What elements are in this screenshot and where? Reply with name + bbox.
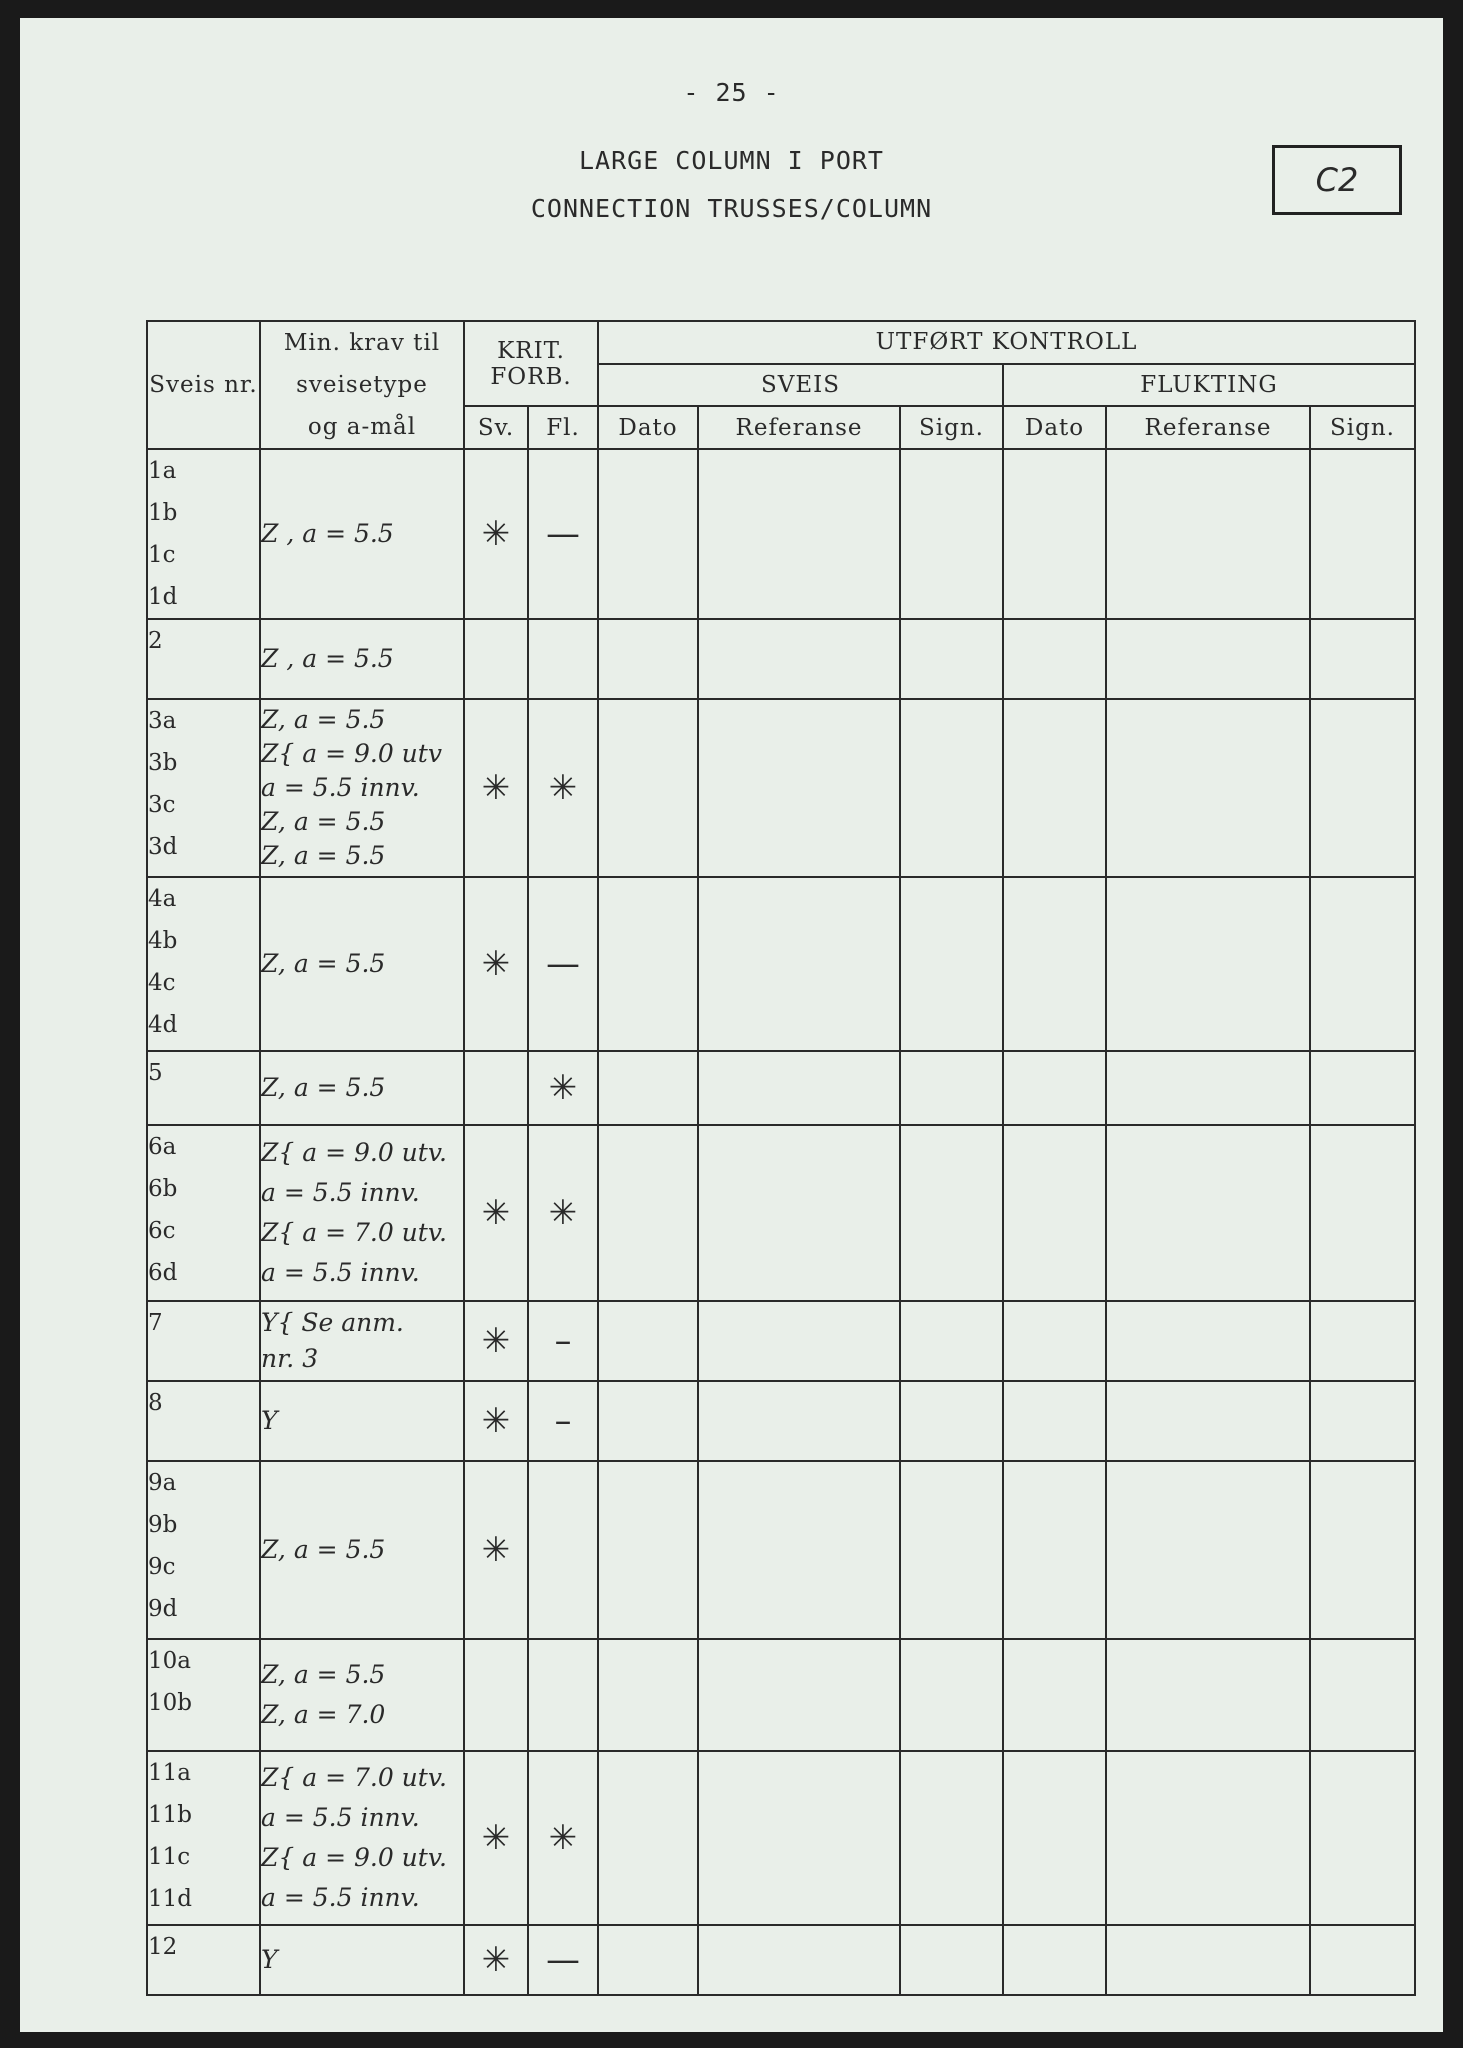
sveis-sign-cell[interactable] <box>900 1301 1003 1381</box>
sveis-referanse-cell[interactable] <box>698 699 900 877</box>
flukting-referanse-cell[interactable] <box>1106 449 1310 619</box>
sveis-sign-cell[interactable] <box>900 877 1003 1051</box>
weld-requirement: Z, a = 5.5 <box>261 841 386 870</box>
flukting-sign-cell[interactable] <box>1310 1381 1415 1461</box>
krit-sv-mark: ✳ <box>464 1751 528 1925</box>
header-sveis-nr: Sveis nr. <box>147 321 260 449</box>
weld-requirement: Y <box>261 1945 278 1974</box>
flukting-sign-cell[interactable] <box>1310 1461 1415 1639</box>
flukting-dato-cell[interactable] <box>1003 1125 1106 1301</box>
sveis-referanse-cell[interactable] <box>698 1125 900 1301</box>
weld-number: 4c <box>148 970 176 996</box>
table-row <box>147 1301 1415 1381</box>
title-line-1: LARGE COLUMN I PORT <box>579 146 884 175</box>
sveis-dato-cell[interactable] <box>598 1925 698 1995</box>
weld-number-cell <box>147 699 260 877</box>
weld-number: 10a <box>148 1648 191 1674</box>
weld-requirement: a = 5.5 innv. <box>261 1258 420 1287</box>
flukting-sign-cell[interactable] <box>1310 1125 1415 1301</box>
flukting-sign-cell[interactable] <box>1310 1051 1415 1125</box>
flukting-sign-cell[interactable] <box>1310 1925 1415 1995</box>
table-row <box>147 1381 1415 1461</box>
weld-number: 11d <box>148 1886 192 1912</box>
krit-sv-mark: ✳ <box>464 699 528 877</box>
krit-fl-mark: ✳ <box>528 1051 598 1125</box>
weld-number: 1c <box>148 542 176 568</box>
flukting-referanse-cell[interactable] <box>1106 619 1310 699</box>
table-row <box>147 1461 1415 1639</box>
sveis-dato-cell[interactable] <box>598 1639 698 1751</box>
weld-number-cell <box>147 1639 260 1751</box>
weld-requirement: Z{ a = 9.0 utv. <box>261 1138 447 1167</box>
weld-requirement-cell <box>260 1301 464 1381</box>
table-row <box>147 1639 1415 1751</box>
sveis-dato-cell[interactable] <box>598 1125 698 1301</box>
weld-requirement-cell <box>260 1051 464 1125</box>
krit-sv-mark <box>464 1639 528 1751</box>
krit-fl-mark: — <box>528 877 598 1051</box>
weld-number: 1d <box>148 584 178 610</box>
weld-requirement: a = 5.5 innv. <box>261 1178 420 1207</box>
weld-number-cell <box>147 1925 260 1995</box>
weld-requirement: Z, a = 7.0 <box>261 1700 386 1729</box>
weld-requirement: Z, a = 5.5 <box>261 807 386 836</box>
weld-number: 5 <box>148 1060 163 1086</box>
weld-requirement: Z{ a = 7.0 utv. <box>261 1218 447 1247</box>
krit-sv-mark: ✳ <box>464 449 528 619</box>
krit-fl-mark: ✳ <box>528 699 598 877</box>
flukting-sign-cell[interactable] <box>1310 449 1415 619</box>
flukting-dato-cell[interactable] <box>1003 1051 1106 1125</box>
weld-number-cell <box>147 1381 260 1461</box>
weld-requirement: Z, a = 5.5 <box>261 1535 386 1564</box>
weld-requirement: Z{ a = 7.0 utv. <box>261 1763 447 1792</box>
weld-number: 4b <box>148 928 178 954</box>
sveis-dato-cell[interactable] <box>598 699 698 877</box>
sveis-dato-cell[interactable] <box>598 449 698 619</box>
header-flukting-sign: Sign. <box>1310 406 1415 449</box>
weld-number: 3a <box>148 708 177 734</box>
sveis-sign-cell[interactable] <box>900 1051 1003 1125</box>
weld-number: 9c <box>148 1554 176 1580</box>
weld-requirement-cell <box>260 699 464 877</box>
flukting-sign-cell[interactable] <box>1310 699 1415 877</box>
header-flukting: FLUKTING <box>1003 364 1415 407</box>
table-row <box>147 699 1415 877</box>
krit-fl-mark: — <box>528 1925 598 1995</box>
weld-number-cell <box>147 1301 260 1381</box>
weld-number: 4a <box>148 886 177 912</box>
table-row <box>147 1925 1415 1995</box>
sveis-referanse-cell[interactable] <box>698 1051 900 1125</box>
krit-sv-mark: ✳ <box>464 1381 528 1461</box>
sveis-referanse-cell[interactable] <box>698 1381 900 1461</box>
weld-requirement: Z{ a = 9.0 utv. <box>261 1843 447 1872</box>
weld-number: 8 <box>148 1390 163 1416</box>
sveis-sign-cell[interactable] <box>900 699 1003 877</box>
sveis-sign-cell[interactable] <box>900 1461 1003 1639</box>
header-krit-forb: KRIT. FORB. <box>464 321 598 406</box>
header-sveis-sign: Sign. <box>900 406 1003 449</box>
header-flukting-referanse: Referanse <box>1106 406 1310 449</box>
sveis-referanse-cell[interactable] <box>698 1461 900 1639</box>
flukting-referanse-cell[interactable] <box>1106 1051 1310 1125</box>
weld-number: 6c <box>148 1218 176 1244</box>
sveis-sign-cell[interactable] <box>900 1125 1003 1301</box>
krit-fl-mark: ✳ <box>528 1751 598 1925</box>
flukting-dato-cell[interactable] <box>1003 699 1106 877</box>
krit-fl-mark: — <box>528 449 598 619</box>
flukting-sign-cell[interactable] <box>1310 1639 1415 1751</box>
weld-requirement-cell <box>260 1461 464 1639</box>
flukting-referanse-cell[interactable] <box>1106 1925 1310 1995</box>
flukting-referanse-cell[interactable] <box>1106 877 1310 1051</box>
weld-requirement: a = 5.5 innv. <box>261 773 420 802</box>
weld-requirement-cell <box>260 877 464 1051</box>
sveis-sign-cell[interactable] <box>900 1381 1003 1461</box>
header-sv: Sv. <box>464 406 528 449</box>
document-page <box>20 18 1443 2032</box>
weld-requirement: Z , a = 5.5 <box>261 644 394 673</box>
flukting-dato-cell[interactable] <box>1003 1381 1106 1461</box>
header-fl: Fl. <box>528 406 598 449</box>
weld-inspection-table <box>146 320 1416 1996</box>
flukting-sign-cell[interactable] <box>1310 619 1415 699</box>
weld-requirement: Z, a = 5.5 <box>261 705 386 734</box>
sveis-dato-cell[interactable] <box>598 1751 698 1925</box>
flukting-dato-cell[interactable] <box>1003 1751 1106 1925</box>
flukting-referanse-cell[interactable] <box>1106 699 1310 877</box>
weld-number: 4d <box>148 1012 178 1038</box>
krit-sv-mark: ✳ <box>464 877 528 1051</box>
title-line-2: CONNECTION TRUSSES/COLUMN <box>530 194 933 223</box>
weld-requirement: a = 5.5 innv. <box>261 1803 420 1832</box>
flukting-dato-cell[interactable] <box>1003 1461 1106 1639</box>
weld-requirement-cell <box>260 1925 464 1995</box>
weld-requirement: Y <box>261 1406 278 1435</box>
flukting-sign-cell[interactable] <box>1310 1301 1415 1381</box>
weld-number: 6d <box>148 1260 178 1286</box>
header-min-krav: Min. krav til sveisetype og a-mål <box>260 321 464 449</box>
sveis-referanse-cell[interactable] <box>698 449 900 619</box>
weld-number: 11a <box>148 1760 191 1786</box>
krit-fl-mark: – <box>528 1381 598 1461</box>
header-utfort-kontroll: UTFØRT KONTROLL <box>598 321 1415 364</box>
weld-number: 9d <box>148 1596 178 1622</box>
weld-requirement-cell <box>260 449 464 619</box>
weld-number: 3d <box>148 834 178 860</box>
table-row <box>147 1125 1415 1301</box>
weld-number-cell <box>147 619 260 699</box>
header-sveis: SVEIS <box>598 364 1003 407</box>
flukting-dato-cell[interactable] <box>1003 449 1106 619</box>
weld-requirement: Z{ a = 9.0 utv <box>261 739 442 768</box>
weld-requirement-cell <box>260 1381 464 1461</box>
sveis-sign-cell[interactable] <box>900 619 1003 699</box>
flukting-dato-cell[interactable] <box>1003 1639 1106 1751</box>
flukting-dato-cell[interactable] <box>1003 1301 1106 1381</box>
header-sveis-referanse: Referanse <box>698 406 900 449</box>
sveis-dato-cell[interactable] <box>598 1301 698 1381</box>
document-code-box: C2 <box>1272 145 1402 215</box>
header-flukting-dato: Dato <box>1003 406 1106 449</box>
krit-fl-mark <box>528 1639 598 1751</box>
weld-number-cell <box>147 449 260 619</box>
weld-requirement: Z, a = 5.5 <box>261 949 386 978</box>
sveis-sign-cell[interactable] <box>900 449 1003 619</box>
flukting-dato-cell[interactable] <box>1003 619 1106 699</box>
weld-number: 6b <box>148 1176 178 1202</box>
krit-sv-mark: ✳ <box>464 1125 528 1301</box>
header-sveis-dato: Dato <box>598 406 698 449</box>
krit-sv-mark <box>464 1051 528 1125</box>
krit-fl-mark: ✳ <box>528 1125 598 1301</box>
table-row <box>147 619 1415 699</box>
weld-number: 9a <box>148 1470 177 1496</box>
sveis-sign-cell[interactable] <box>900 1751 1003 1925</box>
flukting-referanse-cell[interactable] <box>1106 1751 1310 1925</box>
weld-requirement: Z, a = 5.5 <box>261 1073 386 1102</box>
weld-number-cell <box>147 1051 260 1125</box>
sveis-referanse-cell[interactable] <box>698 1639 900 1751</box>
sveis-referanse-cell[interactable] <box>698 1751 900 1925</box>
krit-sv-mark: ✳ <box>464 1461 528 1639</box>
krit-sv-mark: ✳ <box>464 1301 528 1381</box>
flukting-dato-cell[interactable] <box>1003 1925 1106 1995</box>
weld-number: 2 <box>148 628 163 654</box>
weld-number-cell <box>147 1461 260 1639</box>
krit-fl-mark <box>528 1461 598 1639</box>
weld-number-cell <box>147 877 260 1051</box>
table-row <box>147 1051 1415 1125</box>
weld-number: 7 <box>148 1310 163 1336</box>
weld-requirement-cell <box>260 619 464 699</box>
weld-number: 11c <box>148 1844 191 1870</box>
flukting-referanse-cell[interactable] <box>1106 1381 1310 1461</box>
weld-number: 3b <box>148 750 178 776</box>
weld-number-cell <box>147 1125 260 1301</box>
weld-requirement: a = 5.5 innv. <box>261 1883 420 1912</box>
table-row <box>147 877 1415 1051</box>
weld-requirement-cell <box>260 1751 464 1925</box>
krit-sv-mark <box>464 619 528 699</box>
page-number: - 25 - <box>683 78 780 107</box>
weld-requirement: Z , a = 5.5 <box>261 519 394 548</box>
weld-number: 10b <box>148 1690 192 1716</box>
weld-number: 9b <box>148 1512 178 1538</box>
flukting-sign-cell[interactable] <box>1310 877 1415 1051</box>
sveis-dato-cell[interactable] <box>598 877 698 1051</box>
sveis-referanse-cell[interactable] <box>698 877 900 1051</box>
krit-sv-mark: ✳ <box>464 1925 528 1995</box>
weld-number: 1a <box>148 458 177 484</box>
weld-requirement: Z, a = 5.5 <box>261 1660 386 1689</box>
sveis-sign-cell[interactable] <box>900 1925 1003 1995</box>
weld-number: 12 <box>148 1934 178 1960</box>
weld-number: 3c <box>148 792 176 818</box>
sveis-sign-cell[interactable] <box>900 1639 1003 1751</box>
weld-requirement: nr. 3 <box>261 1344 319 1373</box>
weld-requirement-cell <box>260 1639 464 1751</box>
flukting-sign-cell[interactable] <box>1310 1751 1415 1925</box>
flukting-referanse-cell[interactable] <box>1106 1461 1310 1639</box>
weld-number: 6a <box>148 1134 177 1160</box>
flukting-referanse-cell[interactable] <box>1106 1639 1310 1751</box>
krit-fl-mark <box>528 619 598 699</box>
table-row <box>147 1751 1415 1925</box>
sveis-dato-cell[interactable] <box>598 1381 698 1461</box>
weld-requirement-cell <box>260 1125 464 1301</box>
flukting-dato-cell[interactable] <box>1003 877 1106 1051</box>
sveis-referanse-cell[interactable] <box>698 1925 900 1995</box>
sveis-dato-cell[interactable] <box>598 619 698 699</box>
table-row <box>147 449 1415 619</box>
sveis-referanse-cell[interactable] <box>698 1301 900 1381</box>
weld-number-cell <box>147 1751 260 1925</box>
krit-fl-mark: – <box>528 1301 598 1381</box>
sveis-dato-cell[interactable] <box>598 1051 698 1125</box>
sveis-referanse-cell[interactable] <box>698 619 900 699</box>
weld-requirement: Y{ Se anm. <box>261 1308 404 1337</box>
flukting-referanse-cell[interactable] <box>1106 1301 1310 1381</box>
weld-number: 1b <box>148 500 178 526</box>
flukting-referanse-cell[interactable] <box>1106 1125 1310 1301</box>
weld-number: 11b <box>148 1802 192 1828</box>
sveis-dato-cell[interactable] <box>598 1461 698 1639</box>
